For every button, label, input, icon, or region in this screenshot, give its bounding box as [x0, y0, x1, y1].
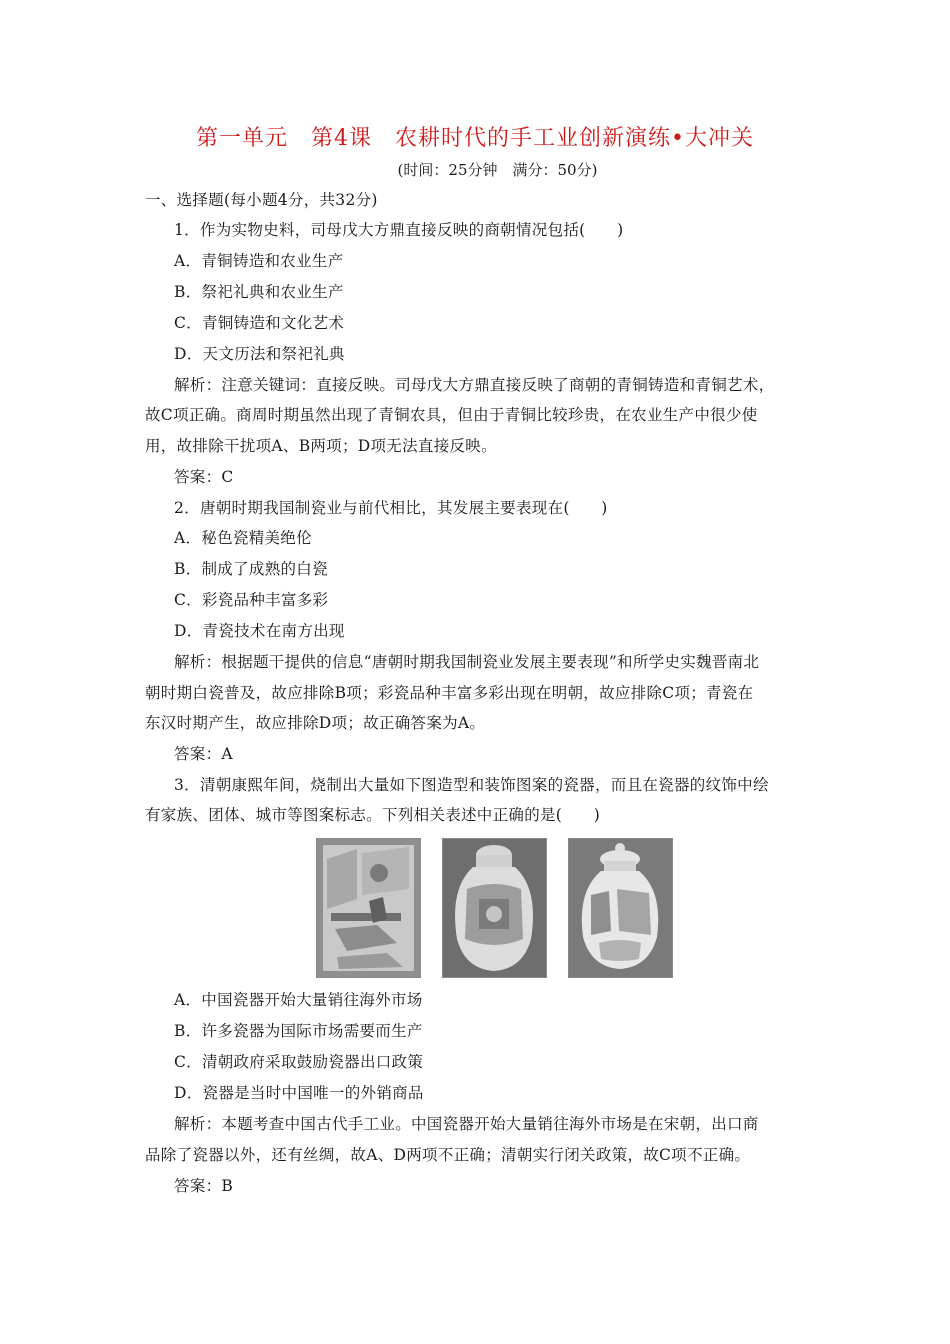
porcelain-panel-photo [316, 838, 421, 978]
q2-option-d: D．青瓷技术在南方出现 [174, 622, 345, 640]
q3-analysis-line-2: 品除了瓷器以外，还有丝绸，故A、D两项不正确；清朝实行闭关政策，故C项不正确。 [145, 1146, 751, 1164]
q2-option-a: A．秘色瓷精美绝伦 [174, 529, 312, 547]
question-2-stem: 2．唐朝时期我国制瓷业与前代相比，其发展主要表现在( ) [174, 499, 608, 517]
question-1-stem: 1．作为实物史料，司母戊大方鼎直接反映的商朝情况包括( ) [174, 221, 624, 239]
q1-analysis-line-1: 解析：注意关键词：直接反映。司母戊大方鼎直接反映了商朝的青铜铸造和青铜艺术， [174, 376, 775, 394]
q3-analysis-line-1: 解析：本题考查中国古代手工业。中国瓷器开始大量销往海外市场是在宋朝，出口商 [174, 1115, 759, 1133]
q2-analysis-line-2: 朝时期白瓷普及，故应排除B项；彩瓷品种丰富多彩出现在明朝，故应排除C项；青瓷在 [145, 684, 754, 702]
q1-option-a: A．青铜铸造和农业生产 [174, 252, 344, 270]
q1-option-b: B．祭祀礼典和农业生产 [174, 283, 344, 301]
q2-analysis-line-1: 解析：根据题干提供的信息“唐朝时期我国制瓷业发展主要表现”和所学史实魏晋南北 [174, 653, 760, 671]
porcelain-jar-photo-1 [442, 838, 547, 978]
porcelain-photos [316, 838, 672, 978]
q3-answer: 答案：B [174, 1177, 234, 1195]
q2-option-b: B．制成了成熟的白瓷 [174, 560, 328, 578]
time-score-info: (时间：25分钟 满分：50分) [397, 161, 598, 179]
q3-option-b: B．许多瓷器为国际市场需要而生产 [174, 1022, 423, 1040]
q1-analysis-line-3: 用，故排除干扰项A、B两项；D项无法直接反映。 [145, 437, 497, 455]
question-3-stem-line-1: 3．清朝康熙年间，烧制出大量如下图造型和装饰图案的瓷器，而且在瓷器的纹饰中绘 [174, 776, 769, 794]
porcelain-jar-photo-2 [568, 838, 673, 978]
q3-option-a: A．中国瓷器开始大量销往海外市场 [174, 991, 423, 1009]
q2-analysis-line-3: 东汉时期产生，故应排除D项；故正确答案为A。 [145, 714, 486, 732]
q1-answer: 答案：C [174, 468, 234, 486]
page-title: 第一单元 第4课 农耕时代的手工业创新演练•大冲关 [196, 126, 754, 151]
question-3-stem-line-2: 有家族、团体、城市等图案标志。下列相关表述中正确的是( ) [145, 806, 601, 824]
q1-option-c: C．青铜铸造和文化艺术 [174, 314, 345, 332]
q3-option-c: C．清朝政府采取鼓励瓷器出口政策 [174, 1053, 424, 1071]
section-heading: 一、选择题(每小题4分，共32分) [145, 191, 378, 209]
q1-analysis-line-2: 故C项正确。商周时期虽然出现了青铜农具，但由于青铜比较珍贵，在农业生产中很少使 [145, 406, 758, 424]
q3-option-d: D．瓷器是当时中国唯一的外销商品 [174, 1084, 424, 1102]
q1-option-d: D．天文历法和祭祀礼典 [174, 345, 345, 363]
q2-answer: 答案：A [174, 745, 233, 763]
q2-option-c: C．彩瓷品种丰富多彩 [174, 591, 329, 609]
